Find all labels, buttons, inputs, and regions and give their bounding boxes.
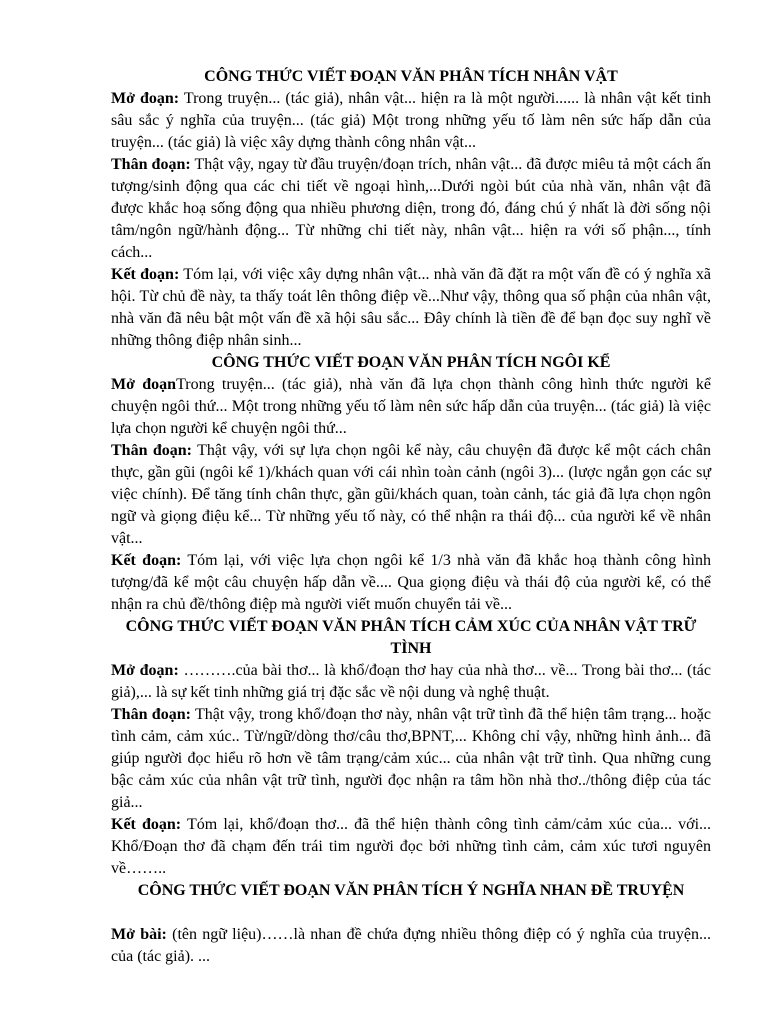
paragraph-label: Mở bài: <box>111 926 167 943</box>
section-title: CÔNG THỨC VIẾT ĐOẠN VĂN PHÂN TÍCH Ý NGHĨA NHAN ĐỀ TRUYỆN <box>137 882 685 899</box>
paragraph-text: Trong truyện... (tác giả), nhà văn đã lựa chọn thành công hình thức người kể chuyện ngôi thứ... Một trong những yếu tố làm nên sức hấp dẫn của truyện... (tác giả) là việc lựa chọn người kể chuyện ngôi thứ... <box>111 376 711 437</box>
paragraph-label: Mở đoạn: <box>111 90 180 107</box>
paragraph <box>111 924 711 968</box>
paragraph-label: Mở đoạn <box>111 376 177 393</box>
paragraph-text: Tóm lại, với việc xây dựng nhân vật... nhà văn đã đặt ra một vấn đề có ý nghĩa xã hội. Từ chủ đề này, ta thấy toát lên thông điệp về...Như vậy, thông qua số phận của nhân vật, nhà văn đã nêu bật một vấn đề xã hội sâu sắc... Đây chính là tiền đề để bạn đọc suy nghĩ về những thông điệp nhân sinh... <box>111 266 712 349</box>
paragraph-label: Kết đoạn: <box>111 552 182 569</box>
paragraph-text: Thật vậy, với sự lựa chọn ngôi kể này, câu chuyện đã được kể một cách chân thực, gần gũi (ngôi kể 1)/khách quan với cái nhìn toàn cảnh (ngôi 3)... (lược ngắn gọn các sự việc chính). Để tăng tính chân thực, gần gũi/khách quan, toàn cảnh, tác giả đã lựa chọn ngôn ngữ và giọng điệu kể... Từ những yếu tố này, có thể nhận ra thái độ... của người kể về nhân vật... <box>111 442 712 547</box>
paragraph-text: Trong truyện... (tác giả), nhân vật... hiện ra là một người...... là nhân vật kết tinh sâu sắc ý nghĩa của truyện... (tác giả) Một trong những yếu tố làm nên sức hấp dẫn của truyện... (tác giả) là việc xây dựng thành công nhân vật... <box>111 90 711 151</box>
paragraph-label: Thân đoạn: <box>111 156 191 173</box>
paragraph-text: Tóm lại, với việc lựa chọn ngôi kể 1/3 nhà văn đã khắc hoạ thành công hình tượng/đã kể một câu chuyện hấp dẫn về.... Qua giọng điệu và thái độ của người kể, có thể nhận ra chủ đề/thông điệp mà người viết muốn chuyển tải về... <box>111 552 711 613</box>
paragraph <box>111 440 711 550</box>
paragraph-text: Thật vậy, ngay từ đầu truyện/đoạn trích, nhân vật... đã được miêu tả một cách ấn tượng/sinh động qua các chi tiết về ngoại hình,...Dưới ngòi bút của nhà văn, nhân vật đã được khắc hoạ sống động qua nhiều phương diện, trong đó, đáng chú ý nhất là đời sống nội tâm/ngôn ngữ/hành động... Từ những chi tiết này, nhân vật... hiện ra với số phận..., tính cách... <box>111 156 712 261</box>
paragraph-text: ……….của bài thơ... là khổ/đoạn thơ hay của nhà thơ... về... Trong bài thơ... (tác giả),... là sự kết tinh những giá trị đặc sắc về nội dung và nghệ thuật. <box>111 662 712 701</box>
paragraph-label: Kết đoạn: <box>111 816 182 833</box>
paragraph <box>111 374 711 440</box>
paragraph <box>111 154 711 264</box>
section-title: CÔNG THỨC VIẾT ĐOẠN VĂN PHÂN TÍCH NHÂN VẬT <box>204 68 618 85</box>
paragraph <box>111 264 711 352</box>
paragraph-label: Thân đoạn: <box>111 706 191 723</box>
paragraph-label: Mở đoạn: <box>111 662 179 679</box>
paragraph-text: (tên ngữ liệu)……là nhan đề chứa đựng nhiều thông điệp có ý nghĩa của truyện... của (tác giả). ... <box>111 926 711 965</box>
paragraph-label: Kết đoạn: <box>111 266 180 283</box>
paragraph-text: Tóm lại, khổ/đoạn thơ... đã thể hiện thành công tình cảm/cảm xúc của... với... Khổ/Đoạn thơ đã chạm đến trái tim người đọc bởi những tình cảm, cảm xúc tươi nguyên về…….. <box>111 816 712 877</box>
paragraph-text: Thật vậy, trong khổ/đoạn thơ này, nhân vật trữ tình đã thể hiện tâm trạng... hoặc tình cảm, cảm xúc.. Từ/ngữ/dòng thơ/câu thơ,BPNT,... Không chỉ vậy, những hình ảnh... đã giúp người đọc hiểu rõ hơn về tâm trạng/cảm xúc... của nhân vật trữ tình. Qua những cung bậc cảm xúc của nhân vật trữ tình, người đọc nhận ra tâm hồn nhà thơ../thông điệp của tác giả... <box>111 706 711 811</box>
paragraph <box>111 660 711 704</box>
blank-line <box>111 902 711 924</box>
section-title: CÔNG THỨC VIẾT ĐOẠN VĂN PHÂN TÍCH CẢM XÚC CỦA NHÂN VẬT TRỮ TÌNH <box>125 618 697 657</box>
paragraph <box>111 704 711 814</box>
section-title: CÔNG THỨC VIẾT ĐOẠN VĂN PHÂN TÍCH NGÔI KỂ <box>211 354 611 371</box>
paragraph-label: Thân đoạn: <box>111 442 193 459</box>
paragraph <box>111 88 711 154</box>
paragraph <box>111 814 711 880</box>
paragraph <box>111 550 711 616</box>
